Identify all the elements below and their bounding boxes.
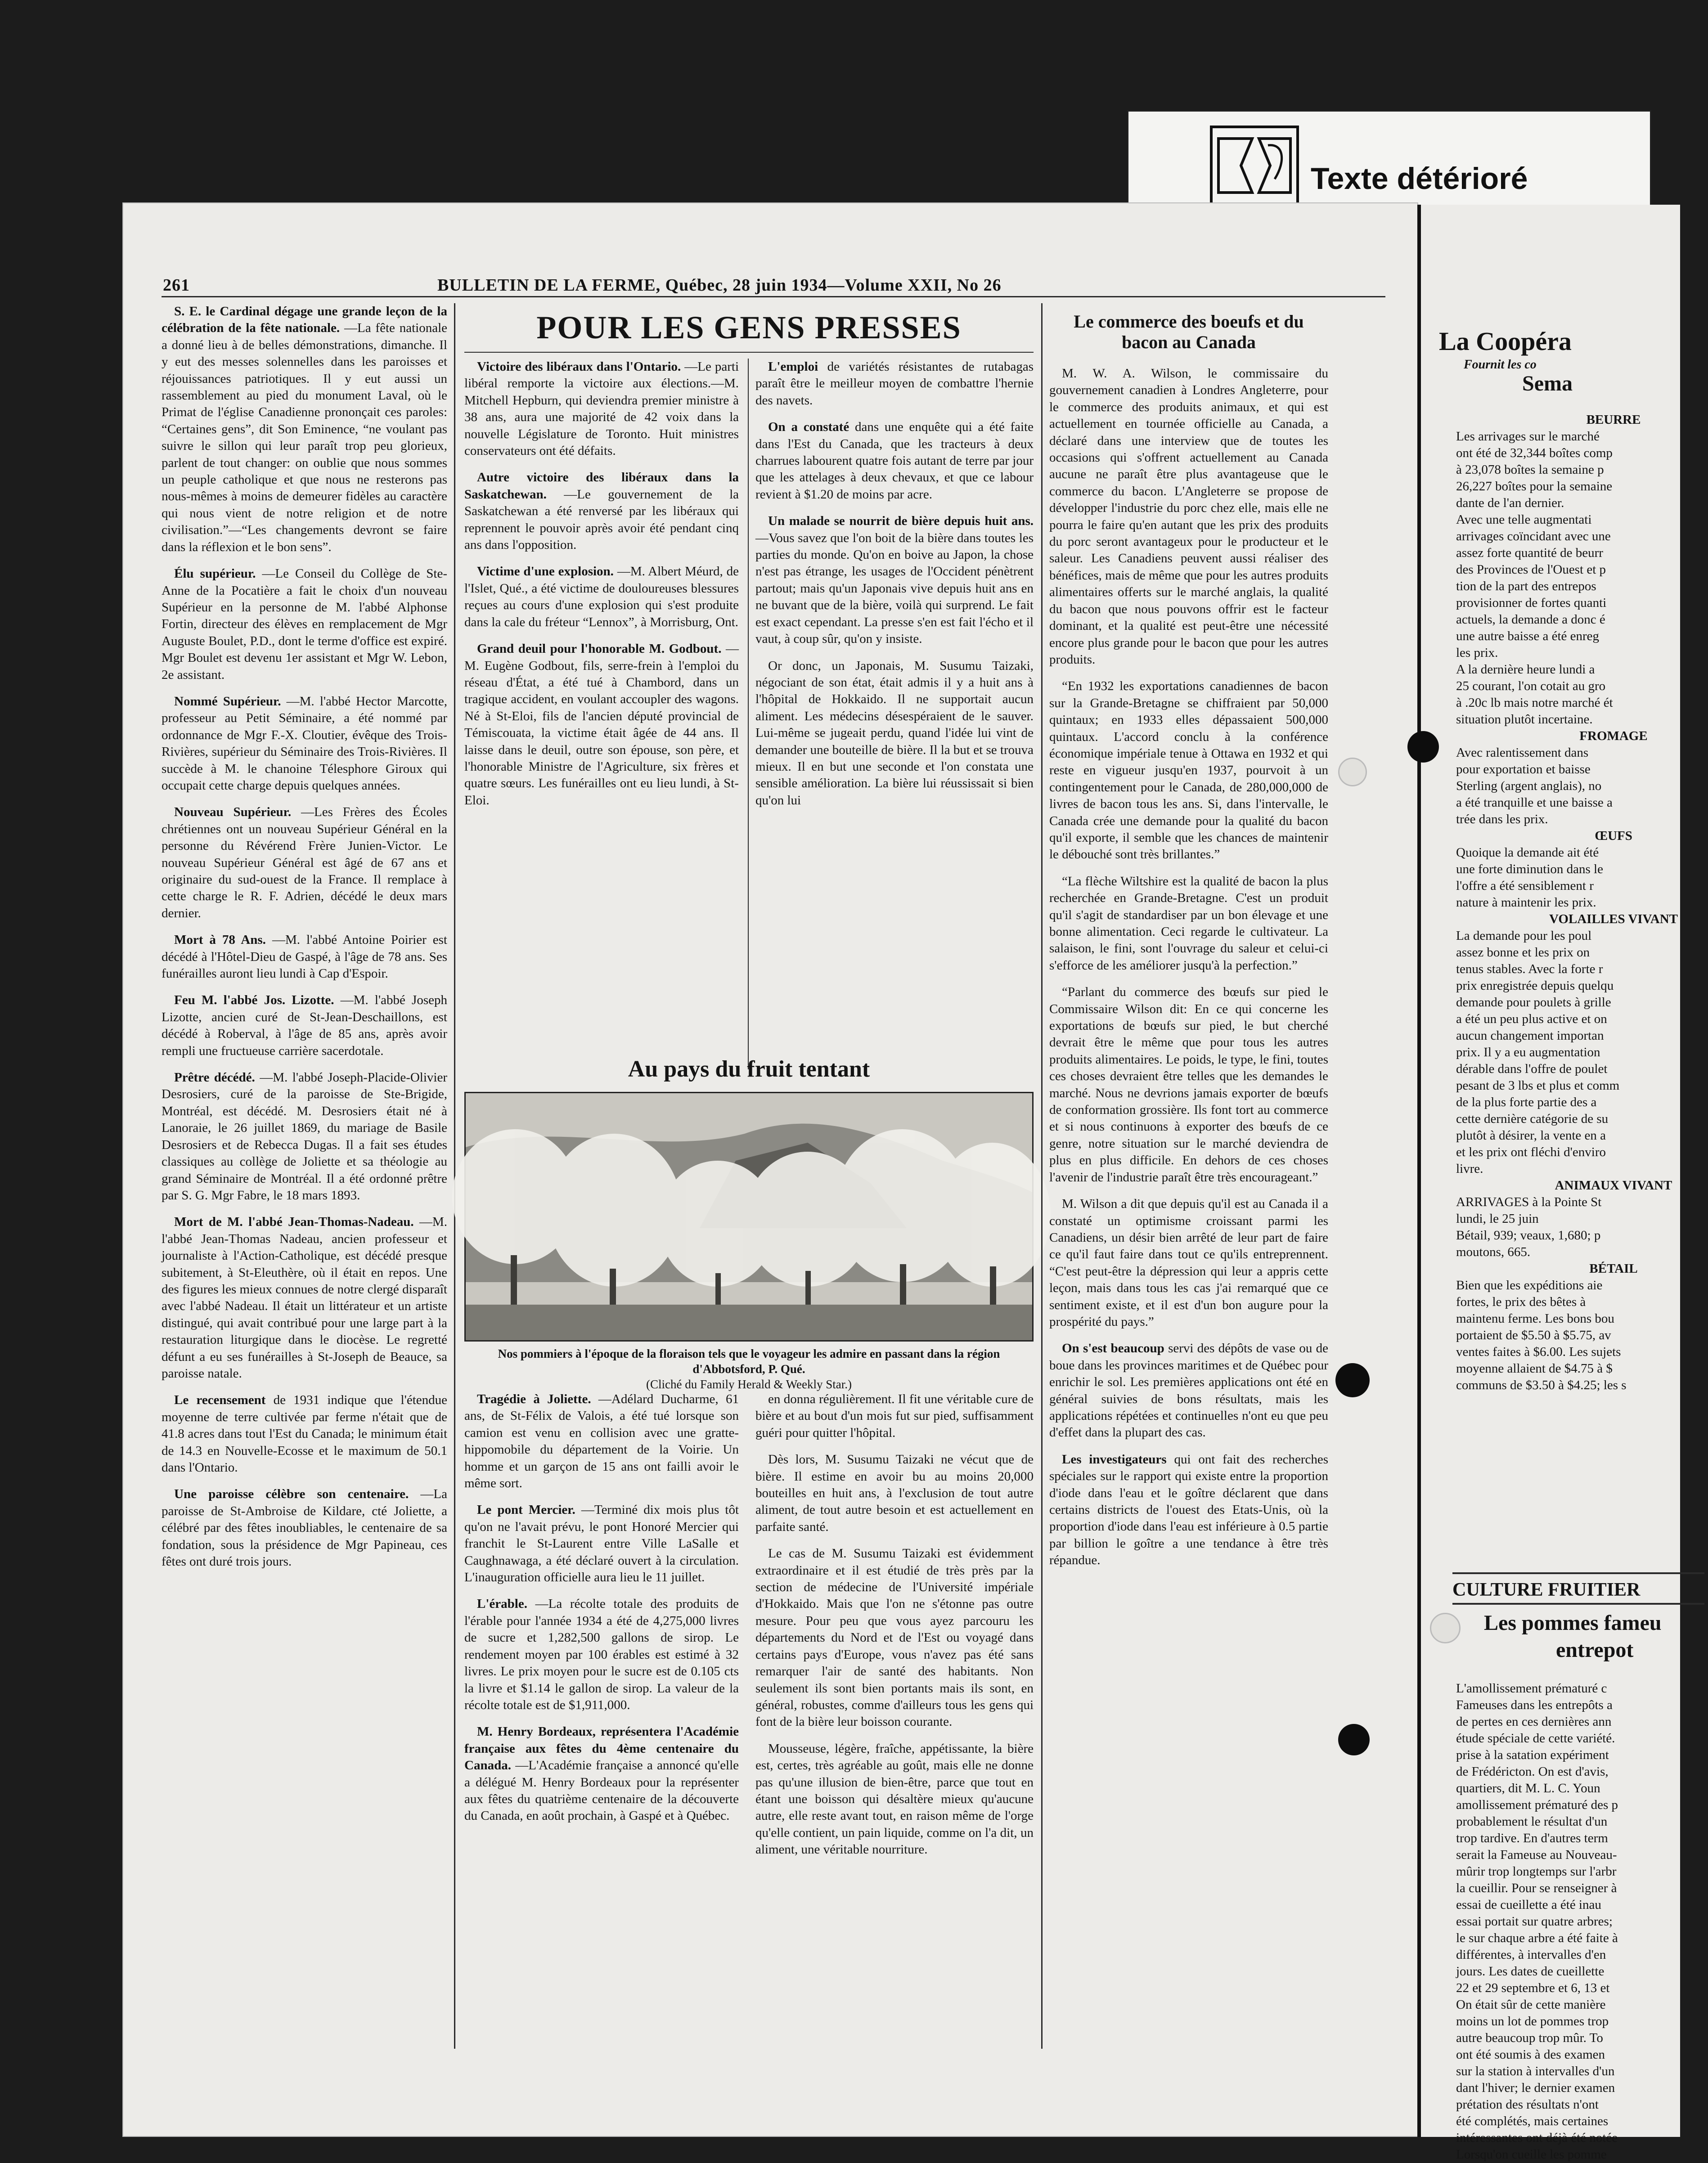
market-line: Bien que les expéditions aie	[1456, 1278, 1603, 1292]
article-headline: Nommé Supérieur.	[174, 694, 281, 709]
tag-label: Texte détérioré	[1311, 162, 1528, 196]
market-line: maintenu ferme. Les bons bou	[1456, 1311, 1614, 1326]
article-paragraph	[755, 513, 1034, 647]
article-body: dans une enquête qui a été faite dans l'Est du Canada, que les tracteurs à deux charrues labourent quatre fois autant de terre par jour que les attelages à deux chevaux, et que ce labour revient à $1.20 de moins par acre.	[755, 420, 1034, 502]
article-body: de variétés résistantes de rutabagas paraît être le meilleur moyen de combattre l'hernie des navets.	[755, 359, 1034, 408]
article-body: Or donc, un Japonais, M. Susumu Taizaki, négociant de son état, était admis il y a huit ans à l'hôpital de Hokkaido. Il ne supportait aucun aliment. Les médecins désespéraient de le sauver. Lui-même se jugeait perdu, quand l'idée lui vint de demander une bouteille de bière. Il la but et se trouva mieux. Il en but une seconde et l'on constata une sensible amélioration. La bière lui réussissait si bien qu'on lui	[755, 658, 1034, 808]
market-line: ARRIVAGES à la Pointe St	[1456, 1195, 1602, 1209]
market-line: trop tardive. En d'autres term	[1456, 1831, 1608, 1845]
article-paragraph	[755, 419, 1034, 503]
article-paragraph	[162, 992, 447, 1059]
article-body: —M. l'abbé Joseph Lizotte, ancien curé de St-Jean-Deschaillons, est décédé à Roberval, à l'âge de 85 ans, après avoir rempli une fructueuse carrière sacerdotale.	[162, 993, 447, 1058]
article-headline: On s'est beaucoup	[1062, 1341, 1164, 1356]
article-body: —Adélard Ducharme, 61 ans, de St-Félix de Valois, a été tué lorsque son camion est venu en collision avec une gratte-hippomobile du département de la Voirie. Un homme et un garçon de 15 ans ont failli avoir le même sort.	[464, 1392, 739, 1491]
column-farm-beer	[755, 359, 1034, 819]
market-line: l'offre a été sensiblement r	[1456, 879, 1594, 893]
market-line: de pertes en ces dernières ann	[1456, 1714, 1612, 1729]
article-body: —La récolte totale des produits de l'érable pour l'année 1934 a été de 4,275,000 livres de sucre et 1,282,500 gallons de sirop. Le rendement moyen par 100 érables est estimé à 32 livres. Le prix moyen pour le sucre est de 0.105 cts la livre et $1.14 le gallon de sirop. La valeur de la récolte totale est de $1,911,000.	[464, 1597, 739, 1712]
column-beer-continued	[755, 1391, 1034, 1868]
market-line: a été un peu plus active et on	[1456, 1012, 1607, 1026]
article-body: M. Wilson a dit que depuis qu'il est au Canada il a constaté un optimisme croissant parmi les Canadiens, un désir bien arrêté de leur part de faire ce qu'il faut faire dans tout ce qu'ils entreprennent. “C'est peut-être la dépression qui leur a appris cette leçon, mais dans tous les cas j'ai remarqué que ce sentiment existe, et il est d'un bon augure pour la prospérité du pays.”	[1049, 1197, 1328, 1329]
market-line: tion de la part des entrepos	[1456, 579, 1596, 593]
market-line: On était sûr de cette manière	[1456, 1997, 1606, 2012]
article-headline: Feu M. l'abbé Jos. Lizotte.	[174, 993, 334, 1008]
market-line: a été tranquille et une baisse a	[1456, 795, 1613, 810]
market-line: lundi, le 25 juin	[1456, 1212, 1539, 1226]
article-paragraph	[162, 1214, 447, 1382]
article-body: Mousseuse, légère, fraîche, appétissante, la bière est, certes, très agréable au goût, mais elle ne donne pas qu'une illusion de bien-être, parce que tout en étant une boisson qui désaltère mieux qu'aucune autre, elle reste avant tout, en raison même de l'orge qu'elle contient, un pain liquide, comme on l'a dit, un aliment, une véritable nourriture.	[755, 1741, 1034, 1857]
market-line: L'amollissement prématuré c	[1456, 1681, 1607, 1696]
market-heading: VOLAILLES VIVANT	[1549, 912, 1678, 926]
market-line: nature à maintenir les prix.	[1456, 895, 1596, 910]
market-line: La demande pour les poul	[1456, 929, 1592, 943]
orchard-photo	[464, 1092, 1034, 1342]
market-line: prix. Il y a eu augmentation	[1456, 1045, 1600, 1059]
market-line: serait la Fameuse au Nouveau-	[1456, 1848, 1617, 1862]
article-headline: Mort à 78 Ans.	[174, 933, 266, 947]
market-heading: BEURRE	[1586, 413, 1641, 427]
page-number: 261	[163, 276, 190, 295]
article-paragraph	[464, 1596, 739, 1714]
article-paragraph	[162, 804, 447, 922]
market-line: prétation des résultats n'ont	[1456, 2097, 1599, 2112]
article-headline: L'érable.	[477, 1597, 527, 1611]
cooperative-subtitle2: Sema	[1522, 372, 1573, 395]
column-rule	[748, 359, 749, 1069]
market-line: Avec ralentissement dans	[1456, 745, 1589, 760]
cooperative-subtitle: Fournit les co	[1464, 358, 1537, 372]
market-line: Les arrivages sur le marché	[1456, 429, 1600, 444]
article-paragraph	[162, 932, 447, 982]
market-line: de la plus forte partie des a	[1456, 1095, 1597, 1109]
article-body: —La fête nationale a donné lieu à de belles démonstrations, dimanche. Il y eut des messes solennelles dans les paroisses et réjouissances patriotiques. Il y eut aussi un rassemblement au pied du monument Laval, où le Primat de l'église Canadienne prononçait ces paroles: “Certaines gens”, dit Son Eminence, “ne voulant pas suivre le sillon qui leur paraît trop peu glorieux, parlent de tout changer: on oublie que nous sommes un peuple catholique et que nous ne resterons pas nous-mêmes à moins de demeurer fidèles au caractère qui nous vient de notre religion et de notre civilisation.”—“Les changements devront se faire dans la réflexion et le bon sens”.	[162, 321, 447, 554]
article-headline: M. Henry Bordeaux, représentera l'Académie française aux fêtes du 4ème centenaire du Canada.	[464, 1724, 739, 1773]
market-line: de Frédéricton. On est d'avis,	[1456, 1764, 1609, 1779]
market-line: prise à la satation expériment	[1456, 1748, 1609, 1762]
market-line: livre.	[1456, 1162, 1483, 1176]
market-line: le sur chaque arbre a été faite à	[1456, 1931, 1618, 1945]
article-paragraph	[464, 1391, 739, 1492]
apple-report	[1456, 1680, 1708, 2163]
column-short-news	[464, 1391, 739, 1835]
article-paragraph	[1049, 678, 1328, 863]
market-line: 26,227 boîtes pour la semaine	[1456, 479, 1613, 494]
article-headline: Victime d'une explosion.	[477, 564, 614, 579]
article-headline: Autre victoire des libéraux dans la Saskatchewan.	[464, 470, 739, 502]
article-paragraph	[1049, 984, 1328, 1186]
article-headline: Élu supérieur.	[174, 566, 256, 581]
photo-caption	[464, 1346, 1034, 1392]
market-line: ont été de 32,344 boîtes comp	[1456, 446, 1613, 460]
article-paragraph	[464, 1723, 739, 1824]
article-body: —M. Eugène Godbout, fils, serre-frein à l'emploi du réseau d'État, a été tué à Chambord, dans un tragique accident, en voulant accoupler des wagons. Né à St-Eloi, fils de l'ancien député provincial de Témiscouata, la victime était âgée de 44 ans. Il laisse dans le deuil, outre son épouse, son père, et l'honorable Ministre de l'Agriculture, six frères et quatre sœurs. Les funérailles ont eu lieu lundi, à St-Eloi.	[464, 642, 739, 808]
article-body: “La flèche Wiltshire est la qualité de bacon la plus recherchée en Grande-Bretagne. C'est un produit qu'il s'agit de standardiser par un bon élevage et une bonne alimentation. Ceci regarde le cultivateur. La salaison, le fini, sont l'ouvrage du saleur et celui-ci s'efforce de les améliorer jusqu'à la perfection.”	[1049, 874, 1328, 973]
market-line: pesant de 3 lbs et plus et comm	[1456, 1078, 1620, 1093]
article-headline: L'emploi	[768, 359, 818, 374]
photo-title: Au pays du fruit tentant	[628, 1056, 870, 1082]
market-line: des Provinces de l'Ouest et p	[1456, 562, 1606, 577]
market-line: provisionner de fortes quanti	[1456, 596, 1607, 610]
market-line: autre beaucoup trop mûr. To	[1456, 2031, 1603, 2045]
article-headline: Nouveau Supérieur.	[174, 805, 292, 820]
market-line: prix enregistrée depuis quelqu	[1456, 978, 1614, 993]
article-body: —M. l'abbé Antoine Poirier est décédé à l'Hôtel-Dieu de Gaspé, à l'âge de 78 ans. Ses funérailles auront lieu lundi à Cap d'Espoir.	[162, 933, 447, 981]
torn-page-icon	[1209, 125, 1299, 206]
market-line: Fameuses dans les entrepôts a	[1456, 1698, 1613, 1712]
main-title: POUR LES GENS PRESSES	[536, 310, 962, 346]
cooperative-title: La Coopéra	[1439, 327, 1572, 356]
article-paragraph	[464, 1502, 739, 1586]
market-line: une forte diminution dans le	[1456, 862, 1603, 876]
market-line: été complétés, mais certaines	[1456, 2114, 1609, 2128]
article-headline: Un malade se nourrit de bière depuis huit ans.	[768, 514, 1034, 529]
article-headline: Une paroisse célèbre son centenaire.	[174, 1487, 409, 1502]
article-body: —L'Académie française a annoncé qu'elle a délégué M. Henry Bordeaux pour la représenter aux fêtes du quatrième centenaire de la découverte du Canada, en août prochain, à Gaspé et à Québec.	[464, 1758, 739, 1823]
market-line: ont été soumis à des examen	[1456, 2047, 1605, 2062]
article-paragraph	[464, 641, 739, 809]
market-line: Quoique la demande ait été	[1456, 845, 1599, 860]
article-paragraph	[162, 303, 447, 556]
market-line: 25 courant, l'on cotait au gro	[1456, 679, 1606, 693]
market-line: amollissement prématuré des p	[1456, 1798, 1618, 1812]
market-line: une autre baisse a été enreg	[1456, 629, 1600, 643]
market-line: les prix.	[1456, 646, 1498, 660]
market-line: moyenne allaient de $4.75 à $	[1456, 1361, 1613, 1376]
article-paragraph	[464, 359, 739, 459]
market-line: dant l'hiver; le dernier examen	[1456, 2081, 1615, 2095]
article-body: qui ont fait des recherches spéciales sur le rapport qui existe entre la proportion d'iode dans l'eau et le goître déclarent que dans certains districts de l'ouest des Etats-Unis, où la proportion d'iode dans l'eau est inférieure à 0.5 partie par billion le goître a une tendance à être très répandue.	[1049, 1452, 1329, 1568]
article-headline: Le pont Mercier.	[477, 1503, 575, 1517]
caption-text: Nos pommiers à l'époque de la floraison tels que le voyageur les admire en passant dans la région d'Abbotsford, P. Qué.	[498, 1347, 1000, 1376]
article-paragraph	[162, 1069, 447, 1204]
market-line: assez forte quantité de beurr	[1456, 546, 1603, 560]
header-rule	[162, 296, 1385, 297]
bacon-article-title: Le commerce des boeufs et du bacon au Canada	[1074, 311, 1304, 352]
article-headline: On a constaté	[768, 420, 850, 435]
punch-hole	[1430, 1613, 1461, 1643]
article-body: de 1931 indique que l'étendue moyenne de terre cultivée par ferme n'était que de 41.8 acres dans tout l'Est du Canada; le minimum était de 14.3 en Nouvelle-Ecosse et le maximum de 50.1 dans l'Ontario.	[162, 1393, 447, 1475]
market-line: différentes, à intervalles d'en	[1456, 1948, 1606, 1962]
market-report	[1456, 412, 1708, 1394]
article-body: “Parlant du commerce des bœufs sur pied le Commissaire Wilson dit: En ce qui concerne les exportations de bœufs sur pied, le but cherché devrait être le même que pour tous les autres produits alimentaires. Le poids, le type, le fini, toutes ces choses devraient être telles que les demandes le marché. Nous ne devrions jamais exporter de bœufs de conformation grossière. Ils font tort au commerce et si nous continuons à exporter des bœufs de ce genre, notre situation sur le marché deviendra de plus en plus difficile. En dehors de ces choses l'avenir de l'industrie paraît être très encourageant.”	[1049, 985, 1328, 1185]
market-line: jours. Les dates de cueillette	[1456, 1964, 1605, 1979]
market-line: sur la station à intervalles d'un	[1456, 2064, 1615, 2078]
apple-article-title2: entrepot	[1556, 1638, 1634, 1662]
article-body: —M. l'abbé Hector Marcotte, professeur au Petit Séminaire, a été nommé par ordonnance de Mgr F.-X. Cloutier, évêque des Trois-Rivières, supérieur du Séminaire des Trois-Rivières. Il succède à M. le chanoine Télesphore Giroux qui occupait cette charge depuis quelques années.	[162, 694, 448, 793]
market-line: arrivages coïncidant avec une	[1456, 529, 1611, 543]
market-heading: ANIMAUX VIVANT	[1555, 1178, 1672, 1193]
newspaper-page	[122, 202, 1418, 2137]
article-paragraph	[464, 469, 739, 553]
article-paragraph	[162, 693, 447, 794]
punch-hole	[1338, 758, 1367, 786]
market-line: tenus stables. Avec la forte r	[1456, 962, 1603, 976]
market-line: à .20c lb mais notre marché ét	[1456, 696, 1613, 710]
market-line: situation plutôt incertaine.	[1456, 712, 1593, 727]
market-line: trée dans les prix.	[1456, 812, 1548, 826]
market-line: 22 et 29 septembre et 6, 13 et	[1456, 1981, 1610, 1995]
article-body: —M. Albert Méurd, de l'Islet, Qué., a été victime de douloureuses blessures reçues au cours d'une explosion qui s'est produite dans la cale du fréteur “Lennox”, à Morrisburg, Ont.	[464, 564, 739, 629]
market-heading: BÉTAIL	[1589, 1261, 1638, 1276]
article-body: Le cas de M. Susumu Taizaki est évidemment extraordinaire et il est étudié de très près par la section de médecine de l'Université impériale d'Hokkaido. Mais que l'on ne s'étonne pas outre mesure. Pour peu que vous ayez parcouru les départements du Nord et de l'Est ou voyagé dans certains pays d'Europe, vous n'avez pas été sans remarquer l'air de santé des habitants. Non seulement ils sont bien portants mais ils sont, en général, robustes, comme d'ailleurs tous les gens qui font de la bière leur boisson courante.	[755, 1546, 1034, 1729]
masthead: BULLETIN DE LA FERME, Québec, 28 juin 1934—Volume XXII, No 26	[437, 276, 1002, 295]
market-line: la cueillir. Pour se renseigner à	[1456, 1881, 1617, 1895]
article-paragraph	[1049, 1451, 1328, 1569]
market-line: demande pour poulets à grille	[1456, 995, 1611, 1010]
blossoming-orchard-image	[466, 1093, 1032, 1340]
market-line: quartiers, dit M. L. C. Youn	[1456, 1781, 1600, 1795]
column-rule	[454, 303, 455, 2049]
article-paragraph	[755, 1391, 1034, 1441]
adjacent-page	[1417, 205, 1680, 2162]
article-body: —M. l'abbé Jean-Thomas Nadeau, ancien professeur et journaliste à l'Action-Catholique, est décédé presque subitement, à St-Eleuthère, où il était en repos. Une des figures les mieux connues de notre clergé disparaît avec l'abbé Nadeau. Il était un littérateur et un artiste distingué, qui avait contribué pour une large part à la restauration liturgique dans le diocèse. Le regretté défunt a eu ses funérailles à St-Joseph de Beauce, sa paroisse natale.	[162, 1215, 447, 1381]
apple-article-title: Les pommes fameu	[1484, 1611, 1662, 1635]
market-line: à 23,078 boîtes la semaine p	[1456, 462, 1604, 477]
article-body: Dès lors, M. Susumu Taizaki ne vécut que de bière. Il estime en avoir bu au moins 20,000 bouteilles en huit ans, à l'exclusion de tout autre aliment, de tout autre besoin et est actuellement en parfaite santé.	[755, 1452, 1034, 1534]
market-line: dante de l'an dernier.	[1456, 496, 1564, 510]
article-body: —M. l'abbé Joseph-Placide-Olivier Desrosiers, curé de la paroisse de Ste-Brigide, Montréal, est décédé. M. Desrosiers était né à Lanoraie, le 26 juillet 1869, du mariage de Basile Desrosiers et de Rebecca Dugas. Il a fait ses études classiques au collège de Joliette et sa théologie au grand Séminaire de Montréal. Il a été ordonné prêtre par S. G. Mgr Fabre, le 18 mars 1893.	[162, 1070, 448, 1203]
market-line: assez bonne et les prix on	[1456, 945, 1590, 960]
article-paragraph	[755, 359, 1034, 409]
market-line: fortes, le prix des bêtes à	[1456, 1295, 1586, 1309]
market-line: moutons, 665.	[1456, 1245, 1531, 1259]
market-heading: ŒUFS	[1595, 829, 1632, 843]
article-body: —Terminé dix mois plus tôt qu'on ne l'avait prévu, le pont Honoré Mercier qui franchit le St-Laurent entre Ville LaSalle et Caughnawaga, a été déclaré ouvert à la circulation. L'inauguration officielle aura lieu le 11 juillet.	[464, 1503, 739, 1585]
article-body: —Les Frères des Écoles chrétiennes ont un nouveau Supérieur Général en la personne du Révérend Frère Junien-Victor. Le nouveau Supérieur Général est âgé de 67 ans et originaire du sud-ouest de la France. Il remplace à cette charge le R. F. Adrien, décédé le deux mars dernier.	[162, 805, 448, 920]
article-body: —Le gouvernement de la Saskatchewan a été renversé par les libéraux qui reprennent le pouvoir après avoir été pendant cinq ans dans l'opposition.	[464, 487, 739, 552]
market-line: portaient de $5.50 à $5.75, av	[1456, 1328, 1611, 1342]
market-line: mûrir trop longtemps sur l'arbr	[1456, 1864, 1617, 1879]
article-body: —Le parti libéral remporte la victoire aux élections.—M. Mitchell Hepburn, qui deviendra premier ministre à 38 ans, aura une majorité de 42 voix dans la nouvelle Législature de Toronto. Huit ministres conservateurs ont été défaits.	[464, 359, 739, 458]
article-paragraph	[755, 658, 1034, 809]
market-line: essai portait sur quatre arbres;	[1456, 1914, 1613, 1929]
market-line: étude spéciale de cette variété.	[1456, 1731, 1615, 1746]
column-rule	[1041, 303, 1043, 2049]
article-body: “En 1932 les exportations canadiennes de bacon sur la Grande-Bretagne se chiffraient par 50,000 quintaux; en 1933 elles dépassaient 500,000 quintaux. L'accord conclu à la conférence économique impériale tenue à Ottawa en 1932 et qui reste en vigueur jusqu'en 1937, pourvoit à un contingentement pour le Canada, de 280,000,000 de livres de bacon tous les ans. Si, dans l'intervalle, le Canada crée une demande pour la qualité du bacon qu'il exporte, il semble que les chances de maintenir le débouché sont très brillantes.”	[1049, 679, 1328, 862]
market-line: essai de cueillette a été inau	[1456, 1898, 1601, 1912]
market-heading: FROMAGE	[1579, 729, 1648, 743]
article-paragraph	[1049, 873, 1328, 974]
article-headline: Grand deuil pour l'honorable M. Godbout.	[477, 642, 722, 656]
article-headline: Victoire des libéraux dans l'Ontario.	[477, 359, 681, 374]
article-body: servi des dépôts de vase ou de boue dans les provinces maritimes et de Québec pour enrichir le sol. Les premières applications ont été en général suivies de bons résultats, mais les applications répétées et continuelles n'ont eu que peu d'effet dans la plupart des cas.	[1049, 1341, 1329, 1440]
article-body: —La paroisse de St-Ambroise de Kildare, cté Joliette, a célébré par des fêtes inoubliables, le centenaire de sa fondation, sous la présidence de Mgr Papineau, ces fêtes ont duré trois jours.	[162, 1487, 447, 1569]
article-paragraph	[1049, 365, 1328, 668]
column-news-religious	[162, 303, 447, 1580]
market-line: probablement le résultat d'un	[1456, 1814, 1608, 1829]
market-line: Lorsqu'on cueille les pomme	[1456, 2147, 1607, 2162]
market-line: cette dernière catégorie de su	[1456, 1112, 1609, 1126]
article-paragraph	[464, 563, 739, 631]
article-body: —Le Conseil du Collège de Ste-Anne de la Pocatière a fait le choix d'un nouveau Supérieur en la personne de M. l'abbé Alphonse Fortin, directeur des élèves en remplacement de Mgr Auguste Boulet, P.D., dont le terme d'office est expiré. Mgr Boulet est devenu 1er assistant et Mgr W. Lebon, 2e assistant.	[162, 566, 447, 682]
article-paragraph	[1049, 1340, 1328, 1441]
market-line: A la dernière heure lundi a	[1456, 662, 1595, 677]
market-line: aucun changement importan	[1456, 1028, 1604, 1043]
article-body: —Vous savez que l'on boit de la bière dans toutes les parties du monde. Qu'on en boive au Japon, la chose n'est pas étrange, les usages de l'Occident pénètrent partout; mais qu'un Japonais vive depuis huit ans en ne buvant que de la bière, voilà qui surprend. Le fait est exact cependant. La presse s'en est fait l'écho et il vaut, à coup sûr, qu'on y insiste.	[755, 530, 1034, 646]
article-body: en donna régulièrement. Il fit une véritable cure de bière et au bout d'un mois fut sur pied, suffisamment guéri pour quitter l'hôpital.	[755, 1392, 1034, 1440]
punch-hole	[1338, 1724, 1370, 1755]
market-line: Sterling (argent anglais), no	[1456, 779, 1602, 793]
punch-hole	[1335, 1363, 1370, 1397]
market-line: Avec une telle augmentati	[1456, 512, 1592, 527]
market-line: et les prix ont fléchi d'enviro	[1456, 1145, 1606, 1159]
punch-hole	[1407, 731, 1439, 763]
section-rule	[1452, 1603, 1704, 1605]
article-paragraph	[755, 1741, 1034, 1858]
market-line: intéressantes ont déjà été notée	[1456, 2131, 1618, 2145]
article-headline: Les investigateurs	[1062, 1452, 1167, 1467]
market-line: communs de $3.50 à $4.25; les s	[1456, 1378, 1627, 1392]
column-bacon-trade	[1049, 365, 1328, 1579]
article-paragraph	[755, 1545, 1034, 1730]
market-line: Bétail, 939; veaux, 1,680; p	[1456, 1228, 1601, 1243]
article-headline: Prêtre décédé.	[174, 1070, 255, 1085]
market-line: actuels, la demande a donc é	[1456, 612, 1605, 627]
market-line: moins un lot de pommes trop	[1456, 2014, 1609, 2028]
market-line: ventes faites à $6.00. Les sujets	[1456, 1345, 1621, 1359]
photo-credit: (Cliché du Family Herald & Weekly Star.)	[646, 1378, 852, 1391]
article-paragraph	[1049, 1196, 1328, 1330]
article-paragraph	[162, 1486, 447, 1570]
market-line: plutôt à désirer, la vente en a	[1456, 1128, 1606, 1143]
market-line: pour exportation et baisse	[1456, 762, 1591, 776]
article-headline: Le recensement	[174, 1393, 266, 1408]
article-paragraph	[755, 1451, 1034, 1535]
article-headline: S. E. le Cardinal dégage une grande leçon de la célébration de la fête nationale.	[162, 304, 447, 336]
fruit-section-title: CULTURE FRUITIER	[1452, 1580, 1641, 1600]
title-rule	[464, 352, 1034, 353]
article-paragraph	[162, 1392, 447, 1476]
market-line: dérable dans l'offre de poulet	[1456, 1062, 1608, 1076]
article-headline: Mort de M. l'abbé Jean-Thomas-Nadeau.	[174, 1215, 414, 1230]
column-politics	[464, 359, 739, 819]
section-rule	[1452, 1572, 1704, 1574]
article-paragraph	[162, 565, 447, 683]
article-headline: Tragédie à Joliette.	[477, 1392, 591, 1406]
page-header	[163, 275, 1153, 295]
article-body: M. W. A. Wilson, le commissaire du gouvernement canadien à Londres Angleterre, pour le commerce des produits animaux, et qui est actuellement en tournée officielle au Canada, a déclaré dans une interview que de toutes les occasions qui s'offrent actuellement au Canada aucune ne paraît être plus avantageuse que le commerce du bacon. L'Angleterre se propose de développer l'industrie du porc chez elle, mais elle ne pourra le faire qu'en autant que les prix des produits du porc seront avantageux pour le producteur et le saleur. Les Canadiens peuvent aussi réaliser des bénéfices, mais de même que pour les autres produits alimentaires offerts sur le marché anglais, la qualité du bacon que nous pouvons offrir est le facteur dominant, et la qualité est peut-être une nécessité encore plus grande pour le bacon que pour les autres produits.	[1049, 366, 1328, 667]
